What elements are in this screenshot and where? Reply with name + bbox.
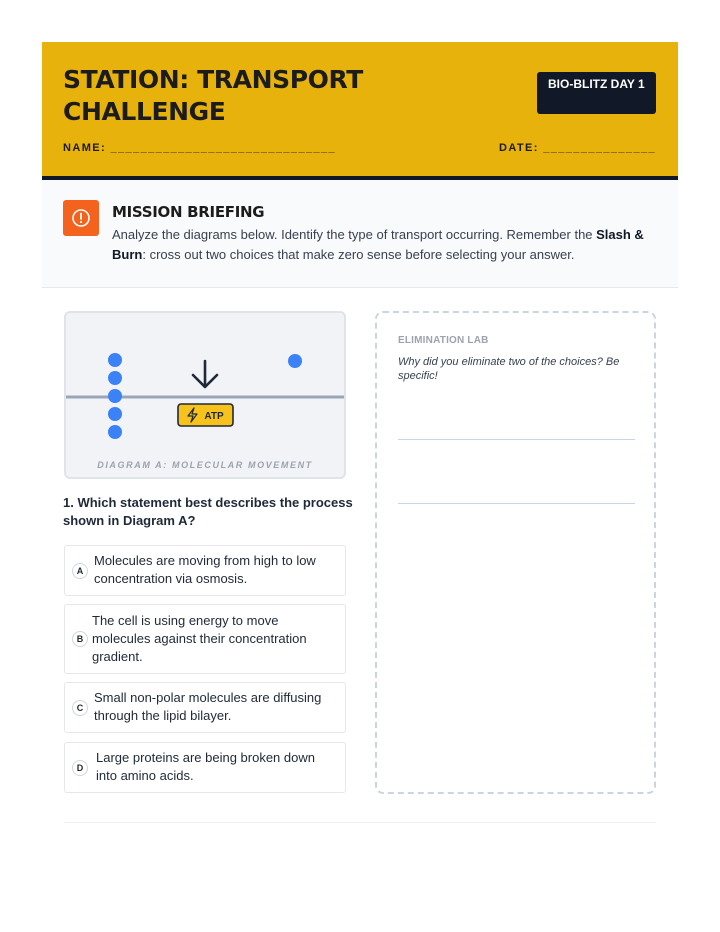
choice-text: Molecules are moving from high to low concentration via osmosis.: [94, 553, 316, 586]
lab-title: ELIMINATION LAB: [398, 335, 489, 346]
atp-label: ATP: [204, 411, 224, 422]
divider: [64, 822, 656, 823]
briefing-text-end: : cross out two choices that make zero sense before selecting your answer.: [142, 247, 575, 262]
answer-line[interactable]: [398, 503, 635, 504]
choice-letter: B: [72, 631, 88, 647]
diagram-caption: DIAGRAM A: MOLECULAR MOVEMENT: [97, 460, 313, 470]
alert-circle-icon: [63, 200, 99, 236]
choice-b[interactable]: [64, 604, 346, 674]
molecule: [108, 353, 122, 367]
briefing-text-emphasis: Slash & Burn: [112, 227, 644, 262]
choice-letter: D: [72, 760, 88, 776]
question-text: 1. Which statement best describes the process shown in Diagram A?: [63, 495, 353, 528]
arrow-down-icon: [193, 361, 217, 387]
briefing-text: [112, 225, 662, 265]
choice-text: The cell is using energy to move molecules against their concentration gradient.: [92, 613, 307, 664]
choice-a[interactable]: [64, 545, 346, 596]
date-field[interactable]: DATE: _______________: [498, 142, 656, 154]
day-badge: BIO-BLITZ DAY 1: [537, 72, 656, 114]
molecule: [108, 425, 122, 439]
elimination-lab: [375, 311, 656, 794]
atp-badge: [178, 404, 233, 426]
briefing-title: MISSION BRIEFING: [112, 203, 265, 221]
molecule: [288, 354, 302, 368]
page-title: STATION: TRANSPORT CHALLENGE: [63, 65, 363, 126]
molecule: [108, 407, 122, 421]
molecule: [108, 389, 122, 403]
choice-letter: C: [72, 700, 88, 716]
choice-text: Large proteins are being broken down into amino acids.: [96, 750, 315, 783]
mission-briefing: [42, 180, 678, 288]
choice-text: Small non-polar molecules are diffusing through the lipid bilayer.: [94, 690, 322, 723]
molecule: [108, 371, 122, 385]
name-field[interactable]: NAME: ______________________________: [63, 142, 337, 154]
answer-line[interactable]: [398, 439, 635, 440]
diagram-a: [64, 311, 346, 479]
choice-c[interactable]: [64, 682, 346, 733]
choice-letter: A: [72, 563, 88, 579]
choice-d[interactable]: [64, 742, 346, 793]
lab-prompt: Why did you eliminate two of the choices? Be specific!: [398, 356, 620, 382]
briefing-text-start: Analyze the diagrams below. Identify the type of transport occurring. Remember the: [112, 227, 597, 242]
worksheet-header: [42, 42, 678, 180]
